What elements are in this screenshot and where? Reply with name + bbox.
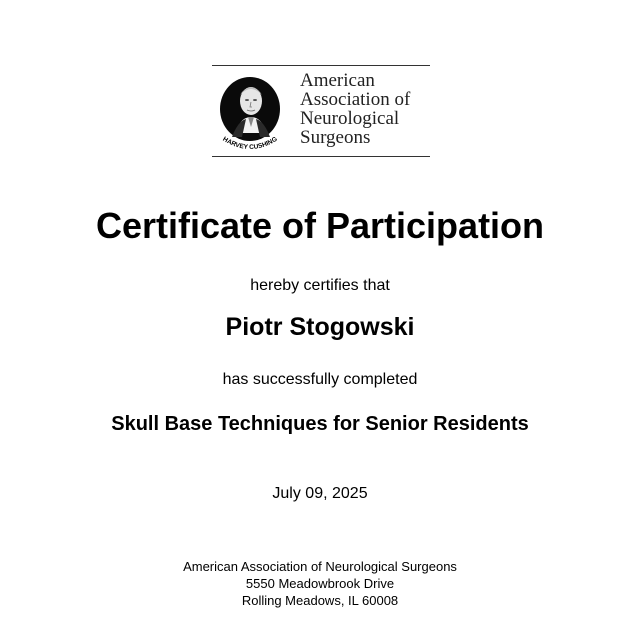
recipient-name: Piotr Stogowski xyxy=(225,313,415,341)
certificate-title: Certificate of Participation xyxy=(95,205,545,246)
completion-text: has successfully completed xyxy=(222,371,418,388)
logo-bottom-rule xyxy=(212,156,430,157)
wordmark-line-2: Association of xyxy=(300,89,411,110)
completion-date: July 09, 2025 xyxy=(272,485,368,502)
logo-top-rule xyxy=(212,65,430,66)
footer-street: 5550 Meadowbrook Drive xyxy=(245,576,395,591)
wordmark-line-4: Surgeons xyxy=(300,127,371,148)
wordmark-line-3: Neurological xyxy=(300,108,400,129)
aans-logo xyxy=(212,65,430,158)
aans-wordmark xyxy=(300,71,410,147)
seal-caption: HARVEY CUSHING xyxy=(221,135,279,152)
harvey-cushing-portrait-seal xyxy=(218,71,282,153)
wordmark-line-1: American xyxy=(300,70,375,91)
footer-city: Rolling Meadows, IL 60008 xyxy=(241,593,399,608)
certifies-text: hereby certifies that xyxy=(250,277,390,294)
course-title: Skull Base Techniques for Senior Residents xyxy=(111,413,529,435)
footer-organization: American Association of Neurological Surgeons xyxy=(183,559,457,574)
